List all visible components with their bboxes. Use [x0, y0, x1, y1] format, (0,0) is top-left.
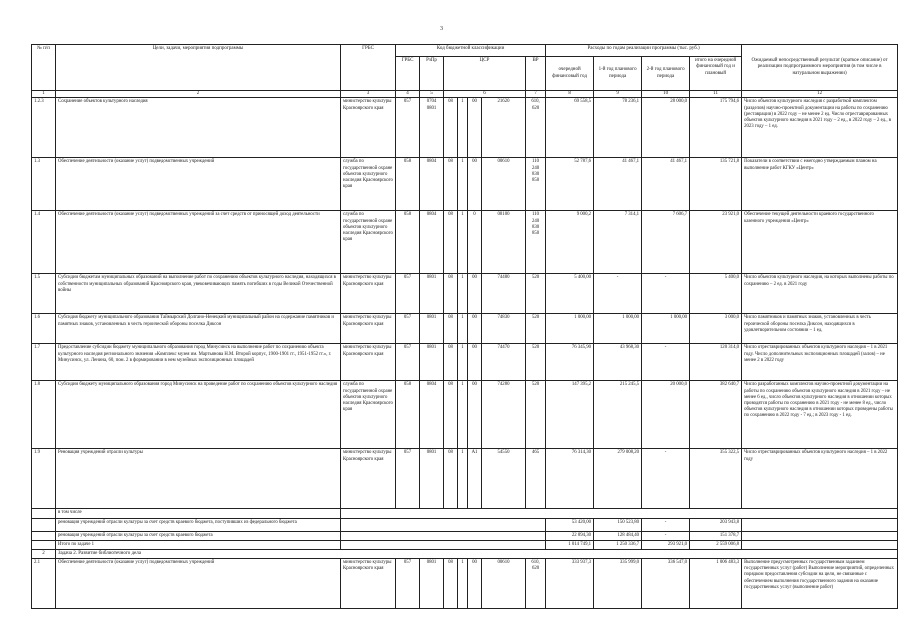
row-y3: -: [642, 449, 690, 509]
row-grbs: служба по государственной охране объектов культурного наследия Красноярского края: [341, 158, 396, 211]
row-csr4: 00610: [482, 559, 526, 609]
row-csr4: 54550: [482, 449, 526, 509]
row-rzpr: 0801: [420, 344, 444, 381]
row-grbs-code: 058: [396, 211, 420, 274]
subtotal-row: [32, 531, 898, 540]
row-num: 1.3: [32, 158, 56, 211]
row-csr2: 1: [458, 314, 468, 344]
row-rzpr: 0801: [420, 559, 444, 609]
header-goal: Цели, задачи, мероприятия подпрограммы: [56, 45, 341, 91]
row-rzpr: 0804: [420, 211, 444, 274]
row-rzpr: 0801: [420, 449, 444, 509]
row-result: Число объектов культурного наследия с разработкой комплектом (разделов) научно-проектной документации на работы по сохранению (реставрации) в 2022 году – не менее 2 ед. Число отреставрированных объектов культурного наследия в 2021 году – 2 ед., в 2022 году – 2 ед., в 2023 году – 1 ед.: [742, 98, 898, 158]
row-y1: 76 314,30: [546, 449, 594, 509]
row-total: 1 006 483,3: [690, 559, 742, 609]
table-row: [32, 98, 898, 158]
table-row: [32, 559, 898, 609]
row-csr1: 08: [444, 158, 458, 211]
row-grbs: министерство культуры Красноярского края: [341, 559, 396, 609]
row-total: 23 921,0: [690, 211, 742, 274]
header-y3: 2-й год планового периода: [642, 57, 690, 91]
row-result: Число памятников и памятных знаков, установленных в честь героической обороны поселка Диксон, находящихся в удовлетворительном состоянии – 1 ед.: [742, 314, 898, 344]
section-row: [32, 549, 898, 558]
row-csr2: 1: [458, 211, 468, 274]
row-name: Субсидии бюджетам муниципальных образований на выполнение работ по сохранению объектов культурного наследия, находящихся в собственности муниципальных образований Красноярского края, увековечивающих память погибших в годы Великой Отечественной войны: [56, 274, 341, 314]
row-vr: 110 240 830 850: [526, 211, 546, 274]
row-total: 3 000,0: [690, 314, 742, 344]
header-code-rzpr: РзПр: [420, 57, 444, 91]
row-csr4: 74830: [482, 314, 526, 344]
row-grbs-code: 057: [396, 314, 420, 344]
in-that-label: в том числе: [56, 509, 341, 518]
header-expense-group: Расходы по годам реализации программы (тыс. руб.): [546, 45, 742, 57]
row-csr1: 08: [444, 344, 458, 381]
task-total-label: Итого по задаче 1: [56, 540, 341, 549]
row-y1: 52 787,6: [546, 158, 594, 211]
row-num: 1.2.3: [32, 98, 56, 158]
reg-y3: -: [642, 531, 690, 540]
row-rzpr: 0704 0801: [420, 98, 444, 158]
row-vr: 520: [526, 344, 546, 381]
row-csr4: 74480: [482, 274, 526, 314]
row-rzpr: 0801: [420, 274, 444, 314]
row-rzpr: 0804: [420, 381, 444, 449]
task-total-y1: 1 014 749,1: [546, 540, 594, 549]
row-grbs-code: 058: [396, 158, 420, 211]
row-y3: 41 467,1: [642, 158, 690, 211]
task2-label: Задача 2. Развитие библиотечного дела: [56, 549, 898, 558]
row-grbs-code: 057: [396, 559, 420, 609]
row-y1: 147 395,2: [546, 381, 594, 449]
col-number: 3: [341, 91, 396, 98]
reg-y2: 128 484,40: [594, 531, 642, 540]
header-total: итого на очередной финансовый год и плановый: [690, 57, 742, 91]
row-num: 1.5: [32, 274, 56, 314]
header-num: № п/п: [32, 45, 56, 91]
row-y3: 1 000,00: [642, 314, 690, 344]
subtotal-row: [32, 509, 898, 518]
row-name: Субсидии бюджету муниципального образования город Минусинск на проведение работ по сохранению объектов культурного наследия: [56, 381, 341, 449]
row-y2: -: [594, 274, 642, 314]
header-code-group: Код бюджетной классификации: [396, 45, 546, 57]
row-y1: 69 558,5: [546, 98, 594, 158]
row-csr1: 08: [444, 449, 458, 509]
row-y3: 7 606,7: [642, 211, 690, 274]
row-name: Предоставление субсидии бюджету муниципального образования город Минусинск на выполнение работ по сохранению объекта культурного наследия регионального значения «Комплекс музея им. Мартьянова Н.М. Второй корпус, 1900-1901 гг., 1951-1952 гг.», г. Минусинск, ул. Ленина, 60, пом. 2 в формировании в нем музейных экспозиционных площадей: [56, 344, 341, 381]
row-csr2: 1: [458, 158, 468, 211]
row-total: 120 314,0: [690, 344, 742, 381]
row-csr1: 08: [444, 211, 458, 274]
row-csr1: 08: [444, 381, 458, 449]
col-number: 12: [742, 91, 898, 98]
row-grbs: министерство культуры Красноярского края: [341, 314, 396, 344]
table-row: [32, 381, 898, 449]
row-grbs-code: 057: [396, 344, 420, 381]
row-num: 1.6: [32, 314, 56, 344]
row-vr: 520: [526, 381, 546, 449]
table-row: [32, 344, 898, 381]
row-csr3: 00: [468, 274, 482, 314]
row-csr1: 08: [444, 559, 458, 609]
row-y2: 7 314,1: [594, 211, 642, 274]
table-row: [32, 314, 898, 344]
row-y1: 1 000,00: [546, 314, 594, 344]
reg-y1: 22 894,30: [546, 531, 594, 540]
row-grbs: служба по государственной охране объектов культурного наследия Красноярского края: [341, 381, 396, 449]
row-y2: 215 245,5: [594, 381, 642, 449]
fed-total: 203 943,8: [690, 518, 742, 531]
row-csr1: 08: [444, 314, 458, 344]
row-csr4: 00610: [482, 158, 526, 211]
row-csr4: 08100: [482, 211, 526, 274]
col-number: 6: [444, 91, 526, 98]
header-code-grbs: ГРБС: [396, 57, 420, 91]
row-result: Показатели в соответствии с ежегодно утверждаемым планом на выполнение работ КГКУ «Центр»: [742, 158, 898, 211]
row-y1: 9 000,2: [546, 211, 594, 274]
row-grbs-code: 058: [396, 381, 420, 449]
row-result: Выполнение предусмотренных государственным заданием государственных услуг (работ) Выполнение мероприятий, определенных порядком предоставления субсидии на цели, не связанные с обеспечением выполнения государственного задания на оказание государственных услуг (выполнение работ): [742, 559, 898, 609]
row-num: 1.9: [32, 449, 56, 509]
task-total-y3: 293 921,0: [642, 540, 690, 549]
table-row: [32, 274, 898, 314]
row-vr: 465: [526, 449, 546, 509]
row-csr2: 1: [458, 98, 468, 158]
col-number: 10: [642, 91, 690, 98]
row-grbs: министерство культуры Красноярского края: [341, 344, 396, 381]
reg-total: 151 378,7: [690, 531, 742, 540]
row-name: Обеспечение деятельности (оказание услуг) подведомственных учреждений: [56, 559, 341, 609]
row-y1: 76 345,90: [546, 344, 594, 381]
row-csr4: 74280: [482, 381, 526, 449]
row-csr3: 00: [468, 381, 482, 449]
row-y2: 279 008,20: [594, 449, 642, 509]
page-number: 3: [440, 26, 443, 32]
row-total: 355 322,5: [690, 449, 742, 509]
task-total-sum: 2 559 006,8: [690, 540, 742, 549]
row-result: Число отреставрированных объектов культурного наследия – 1 в 2022 году: [742, 449, 898, 509]
task-total-y2: 1 250 336,7: [594, 540, 642, 549]
row-name: Обеспечение деятельности (оказание услуг) подведомственных учреждений: [56, 158, 341, 211]
row-csr1: 08: [444, 98, 458, 158]
row-num: 1.4: [32, 211, 56, 274]
row-name: Обеспечение деятельности (оказание услуг) подведомственных учреждений за счет средств от приносящей доход деятельности: [56, 211, 341, 274]
row-result: Обеспечение текущей деятельности краевого государственного казенного учреждения «Центр»: [742, 211, 898, 274]
col-number: 2: [56, 91, 341, 98]
row-csr2: 1: [458, 559, 468, 609]
row-csr3: 00: [468, 98, 482, 158]
row-y2: 43 968,30: [594, 344, 642, 381]
header-y2: 1-й год планового периода: [594, 57, 642, 91]
row-y2: 78 236,1: [594, 98, 642, 158]
row-csr3: 00: [468, 344, 482, 381]
row-grbs: министерство культуры Красноярского края: [341, 449, 396, 509]
reg-label: реновация учреждений отрасли культуры за счет средств краевого бюджета: [56, 531, 341, 540]
row-csr2: 1: [458, 449, 468, 509]
row-csr3: A1: [468, 449, 482, 509]
col-number: 11: [690, 91, 742, 98]
col-number: 5: [420, 91, 444, 98]
row-vr: 610, 620: [526, 559, 546, 609]
row-y2: 335 999,0: [594, 559, 642, 609]
row-csr3: 00: [468, 559, 482, 609]
header-code-vr: ВР: [526, 57, 546, 91]
row-grbs: министерство культуры Красноярского края: [341, 98, 396, 158]
row-vr: 520: [526, 314, 546, 344]
row-vr: 110 240 830 850: [526, 158, 546, 211]
table-row: [32, 449, 898, 509]
row-name: Субсидия бюджету муниципального образования Таймырский Долгано-Ненецкий муниципальный район на содержание памятников и памятных знаков, установленных в честь героической обороны поселка Диксон: [56, 314, 341, 344]
row-y2: 1 000,00: [594, 314, 642, 344]
row-y1: 5 400,00: [546, 274, 594, 314]
row-total: 135 721,8: [690, 158, 742, 211]
row-y3: -: [642, 274, 690, 314]
row-grbs-code: 057: [396, 98, 420, 158]
col-number: 1: [32, 91, 56, 98]
table-row: [32, 158, 898, 211]
row-csr3: 00: [468, 314, 482, 344]
row-y3: 20 000,0: [642, 381, 690, 449]
row-total: 175 794,6: [690, 98, 742, 158]
row-csr2: 1: [458, 344, 468, 381]
row-csr3: 0: [468, 211, 482, 274]
row-csr1: 08: [444, 274, 458, 314]
header-y1: очередной финансовый год: [546, 57, 594, 91]
program-table: [31, 44, 898, 609]
fed-label: реновация учреждений отрасли культуры за счет средств краевого бюджета, поступивших из федерального бюджета: [56, 518, 341, 531]
row-y1: 333 937,3: [546, 559, 594, 609]
fed-y1: 53 420,00: [546, 518, 594, 531]
row-csr3: 00: [468, 158, 482, 211]
row-total: 382 640,7: [690, 381, 742, 449]
col-number: 9: [594, 91, 642, 98]
row-y3: 336 547,0: [642, 559, 690, 609]
row-num: 1.8: [32, 381, 56, 449]
task-total-row: [32, 540, 898, 549]
fed-y2: 150 523,80: [594, 518, 642, 531]
header-code-csr: ЦСР: [444, 57, 526, 91]
row-grbs-code: 057: [396, 449, 420, 509]
row-csr4: 21620: [482, 98, 526, 158]
row-name: Сохранение объектов культурного наследия: [56, 98, 341, 158]
row-rzpr: 0804: [420, 158, 444, 211]
row-result: Число разработанных комплектов научно-проектной документации на работы по сохранению объектов культурного наследия в 2021 году – не менее 6 ед., число объектов культурного наследия в отношении которых проводятся работы по сохранению в 2021 году - не менее 8 ед., число объектов культурного наследия в отношении которых проведены работы по сохранению в 2022 году - 7 ед.; в 2023 году - 1 ед.: [742, 381, 898, 449]
subtotal-row: [32, 518, 898, 531]
row-grbs-code: 057: [396, 274, 420, 314]
header-result: Ожидаемый непосредственный результат (краткое описание) от реализации подпрограммного мероприятия (в том числе в натуральном выражении): [742, 45, 898, 91]
row-y2: 41 467,1: [594, 158, 642, 211]
row-num: 2.1: [32, 559, 56, 609]
row-y3: -: [642, 344, 690, 381]
table-row: [32, 211, 898, 274]
row-result: Число отреставрированных объектов культурного наследия – 1 в 2021 году. Число дополнительных экспозиционных площадей (залов) – не менее 2 в 2022 году: [742, 344, 898, 381]
task2-num: 2: [32, 549, 56, 558]
row-csr2: 1: [458, 381, 468, 449]
fed-y3: -: [642, 518, 690, 531]
row-vr: 610, 620: [526, 98, 546, 158]
col-number: 4: [396, 91, 420, 98]
row-csr2: 1: [458, 274, 468, 314]
row-rzpr: 0801: [420, 314, 444, 344]
row-csr4: 74470: [482, 344, 526, 381]
row-total: 5 400,0: [690, 274, 742, 314]
col-number: 8: [546, 91, 594, 98]
row-y3: 28 000,0: [642, 98, 690, 158]
row-vr: 520: [526, 274, 546, 314]
row-grbs: министерство культуры Красноярского края: [341, 274, 396, 314]
row-name: Реновация учреждений отрасли культуры: [56, 449, 341, 509]
header-grbs: ГРБС: [341, 45, 396, 91]
col-number: 7: [526, 91, 546, 98]
row-result: Число объектов культурного наследия, на которых выполнены работы по сохранению – 2 ед. в 2021 году: [742, 274, 898, 314]
row-num: 1.7: [32, 344, 56, 381]
row-grbs: служба по государственной охране объектов культурного наследия Красноярского края: [341, 211, 396, 274]
